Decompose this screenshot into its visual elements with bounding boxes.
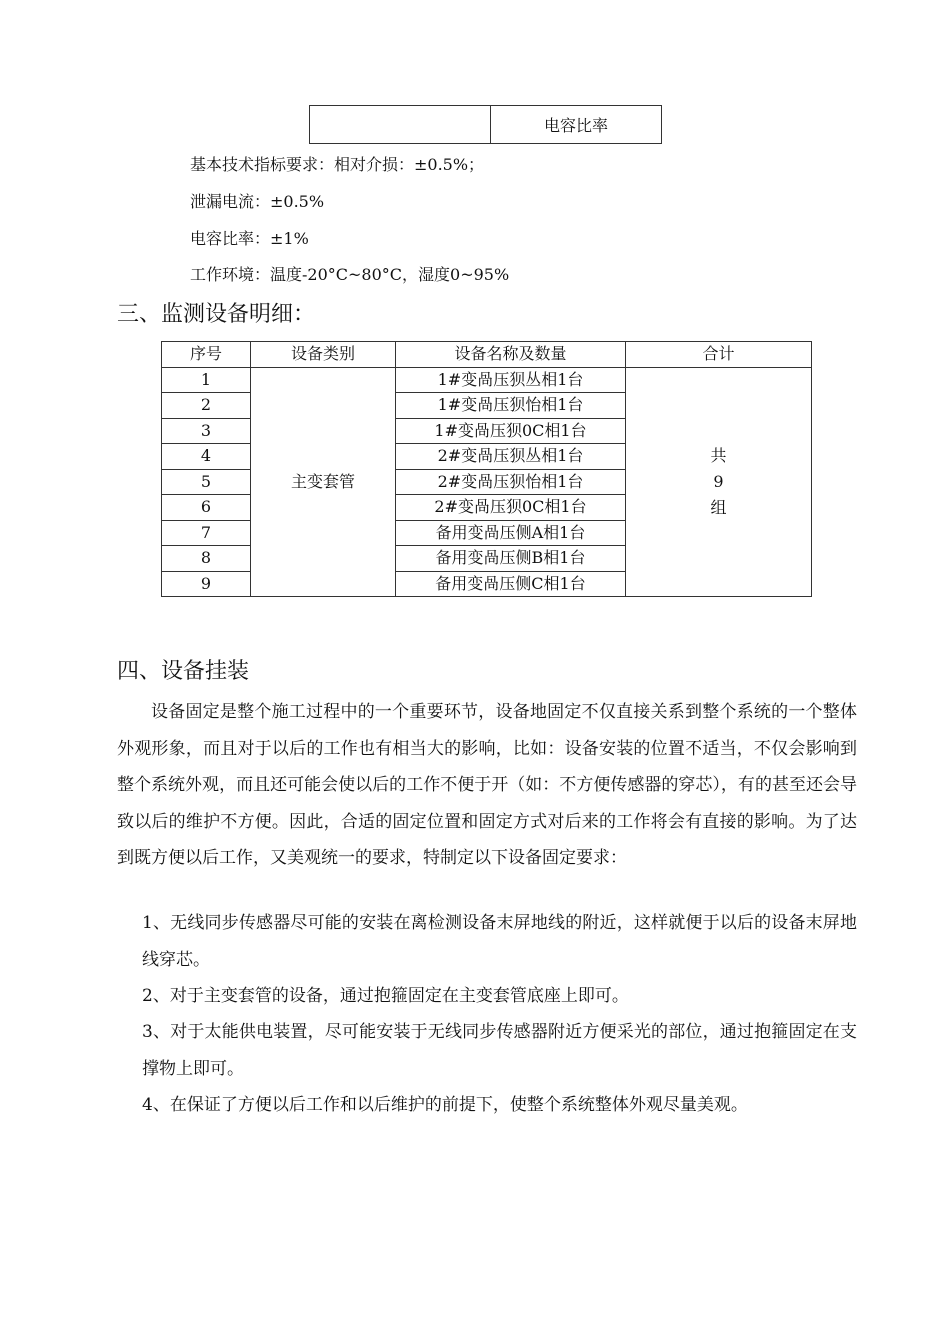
row-equipment-name: 2#变咼压狈0C相1台 (396, 495, 626, 521)
header-category: 设备类别 (251, 342, 396, 368)
row-equipment-name: 备用变咼压侧A相1台 (396, 520, 626, 546)
row-equipment-name: 备用变咼压侧C相1台 (396, 571, 626, 597)
row-equipment-name: 备用变咼压侧B相1台 (396, 546, 626, 572)
spec-line-capacitance: 电容比率：±1% (190, 229, 309, 248)
row-equipment-name: 1#变咼压狈丛相1台 (396, 367, 626, 393)
section4-heading: 四、设备挂装 (117, 659, 250, 684)
total-line-2: 9 (713, 471, 724, 491)
row-equipment-name: 2#变咼压狈怡相1台 (396, 469, 626, 495)
row-number: 9 (162, 571, 251, 597)
spec-line-leakage: 泄漏电流：±0.5% (190, 192, 325, 211)
list-item: 1、无线同步传感器尽可能的安装在离检测设备末屏地线的附近，这样就便于以后的设备末屏地线穿芯。 (142, 913, 857, 970)
table-row (162, 367, 812, 393)
top-table (309, 105, 662, 144)
row-number: 2 (162, 393, 251, 419)
list-item: 4、在保证了方便以后工作和以后维护的前提下，使整个系统整体外观尽量美观。 (142, 1095, 748, 1115)
row-number: 5 (162, 469, 251, 495)
top-table-empty-cell (310, 106, 491, 144)
total-cell (626, 367, 812, 597)
row-number: 6 (162, 495, 251, 521)
header-seq: 序号 (162, 342, 251, 368)
row-equipment-name: 2#变咼压狈丛相1台 (396, 444, 626, 470)
header-total: 合计 (626, 342, 812, 368)
spec-line-basic: 基本技术指标要求：相对介损：±0.5%； (190, 155, 485, 174)
row-number: 8 (162, 546, 251, 572)
section3-heading: 三、监测设备明细： (117, 302, 316, 327)
list-item: 3、对于太能供电装置，尽可能安装于无线同步传感器附近方便采光的部位，通过抱箍固定在支撑物上即可。 (142, 1022, 857, 1079)
spec-line-environment: 工作环境：温度-20°C~80°C，湿度0~95% (190, 265, 510, 284)
top-table-cell-capacitance-ratio: 电容比率 (491, 106, 662, 144)
row-equipment-name: 1#变咼压狈0C相1台 (396, 418, 626, 444)
equipment-table-header-row (162, 342, 812, 368)
row-number: 7 (162, 520, 251, 546)
list-item: 2、对于主变套管的设备，通过抱箍固定在主变套管底座上即可。 (142, 986, 629, 1006)
header-name-qty: 设备名称及数量 (396, 342, 626, 368)
category-cell: 主变套管 (251, 367, 396, 597)
row-number: 1 (162, 367, 251, 393)
row-number: 4 (162, 444, 251, 470)
row-number: 3 (162, 418, 251, 444)
row-equipment-name: 1#变咼压狈怡相1台 (396, 393, 626, 419)
equipment-table (161, 341, 812, 597)
total-line-1: 共 (710, 445, 727, 465)
total-line-3: 组 (710, 497, 727, 517)
section4-paragraph: 设备固定是整个施工过程中的一个重要环节，设备地固定不仅直接关系到整个系统的一个整体外观形象，而且对于以后的工作也有相当大的影响，比如：设备安装的位置不适当，不仅会影响到整个系统外观，而且还可能会使以后的工作不便于开（如：不方便传感器的穿芯），有的甚至还会导致以后的维护不方便。因此，合适的固定位置和固定方式对后来的工作将会有直接的影响。为了达到既方便以后工作，又美观统一的要求，特制定以下设备固定要求： (117, 702, 857, 868)
